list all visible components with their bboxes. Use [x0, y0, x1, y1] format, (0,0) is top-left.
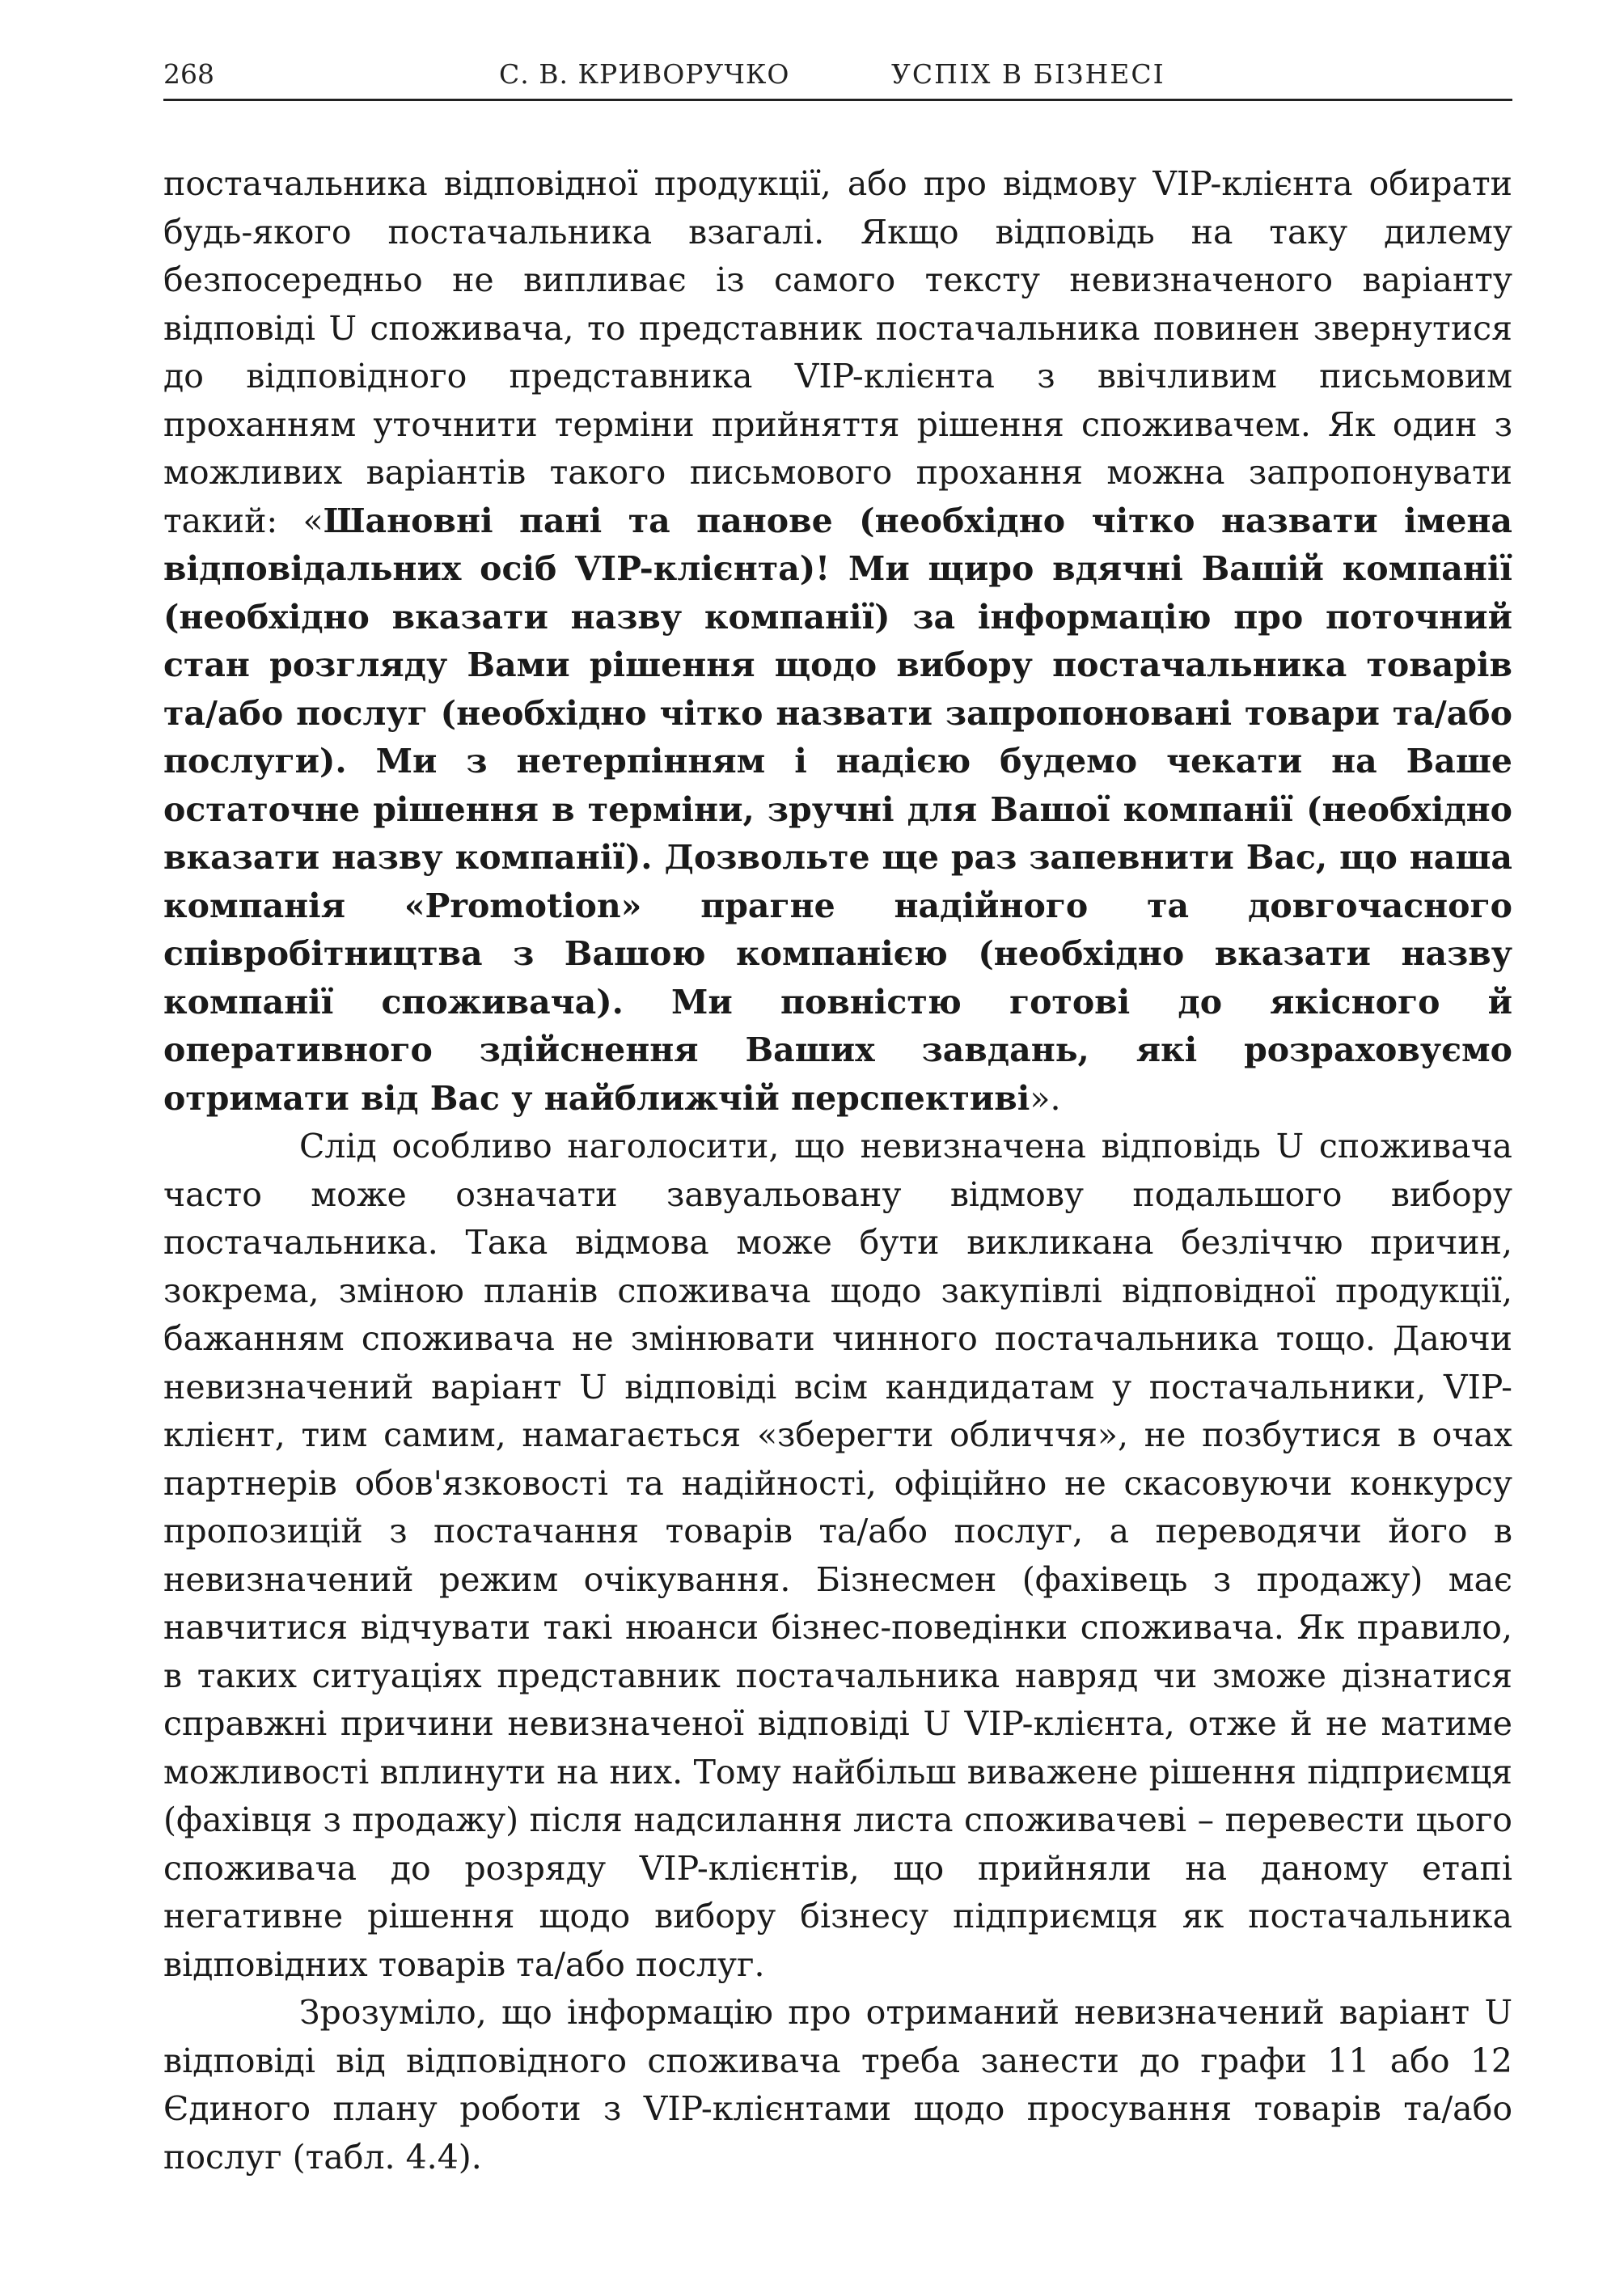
running-header [163, 50, 1512, 101]
paragraph-1-lead: постачальника відповідної продукції, або про відмову VIP-клієнта обирати будь-якого постачальника взагалі. Якщо відповідь на таку дилему безпосередньо не випливає із самого тексту невизначеного варіанту відповіді U споживача, то представник постачальника повинен звернутися до відповідного представника VIP-клієнта з ввічливим письмовим проханням уточнити терміни прийняття рішення споживачем. Як один з можливих варіантів такого письмового прохання можна запропонувати такий: « [163, 164, 1512, 540]
book-title: УСПІХ В БІЗНЕСІ [891, 58, 1165, 90]
page-number: 268 [163, 58, 214, 90]
paragraph-1 [163, 160, 1512, 1123]
author-name: С. В. КРИВОРУЧКО [499, 58, 790, 90]
paragraph-1-tail: ». [1030, 1078, 1061, 1118]
paragraph-3: Зрозуміло, що інформацію про отриманий невизначений варіант U відповіді від відповідного споживача треба занести до графи 11 або 12 Єдиного плану роботи з VIP-клієнтами щодо просування товарів та/або послуг (табл. 4.4). [163, 1993, 1512, 2177]
paragraph-2: Слід особливо наголосити, що невизначена відповідь U споживача часто може означати завуальовану відмову подальшого вибору постачальника. Така відмова може бути викликана безліччю причин, зокрема, зміною планів споживача щодо закупівлі відповідної продукції, бажанням споживача не змінювати чинного постачальника тощо. Даючи невизначений варіант U відповіді всім кандидатам у постачальники, VIP-клієнт, тим самим, намагається «зберегти обличчя», не позбутися в очах партнерів обов'язковості та надійності, офіційно не скасовуючи конкурсу пропозицій з постачання товарів та/або послуг, а переводячи його в невизначений режим очікування. Бізнесмен (фахівець з продажу) має навчитися відчувати такі нюанси бізнес-поведінки споживача. Як правило, в таких ситуаціях представник постачальника навряд чи зможе дізнатися справжні причини невизначеної відповіді U VIP-клієнта, отже й не матиме можливості вплинути на них. Тому найбільш виважене рішення підприємця (фахівця з продажу) після надсилання листа споживачеві – перевести цього споживача до розряду VIP-клієнтів, що прийняли на даному етапі негативне рішення щодо вибору бізнесу підприємця як постачальника відповідних товарів та/або послуг. [163, 1127, 1512, 1984]
sample-letter-quote: Шановні пані та панове (необхідно чітко назвати імена відповідальних осіб VIP-клієнта)! Ми щиро вдячні Вашій компанії (необхідно вказати назву компанії) за інформацію про поточний стан розгляду Вами рішення щодо вибору постачальника товарів та/або послуг (необхідно чітко назвати запропоновані товари та/або послуги). Ми з нетерпінням і надією будемо чекати на Ваше остаточне рішення в терміни, зручні для Вашої компанії (необхідно вказати назву компанії). Дозвольте ще раз запевнити Вас, що наша компанія «Promotion» прагне надійного та довгочасного співробітництва з Вашою компанією (необхідно вказати назву компанії споживача). Ми повністю готові до якісного й оперативного здійснення Ваших завдань, які розраховуємо отримати від Вас у найближчій перспективі [163, 501, 1512, 1118]
body-text [163, 160, 1512, 2181]
